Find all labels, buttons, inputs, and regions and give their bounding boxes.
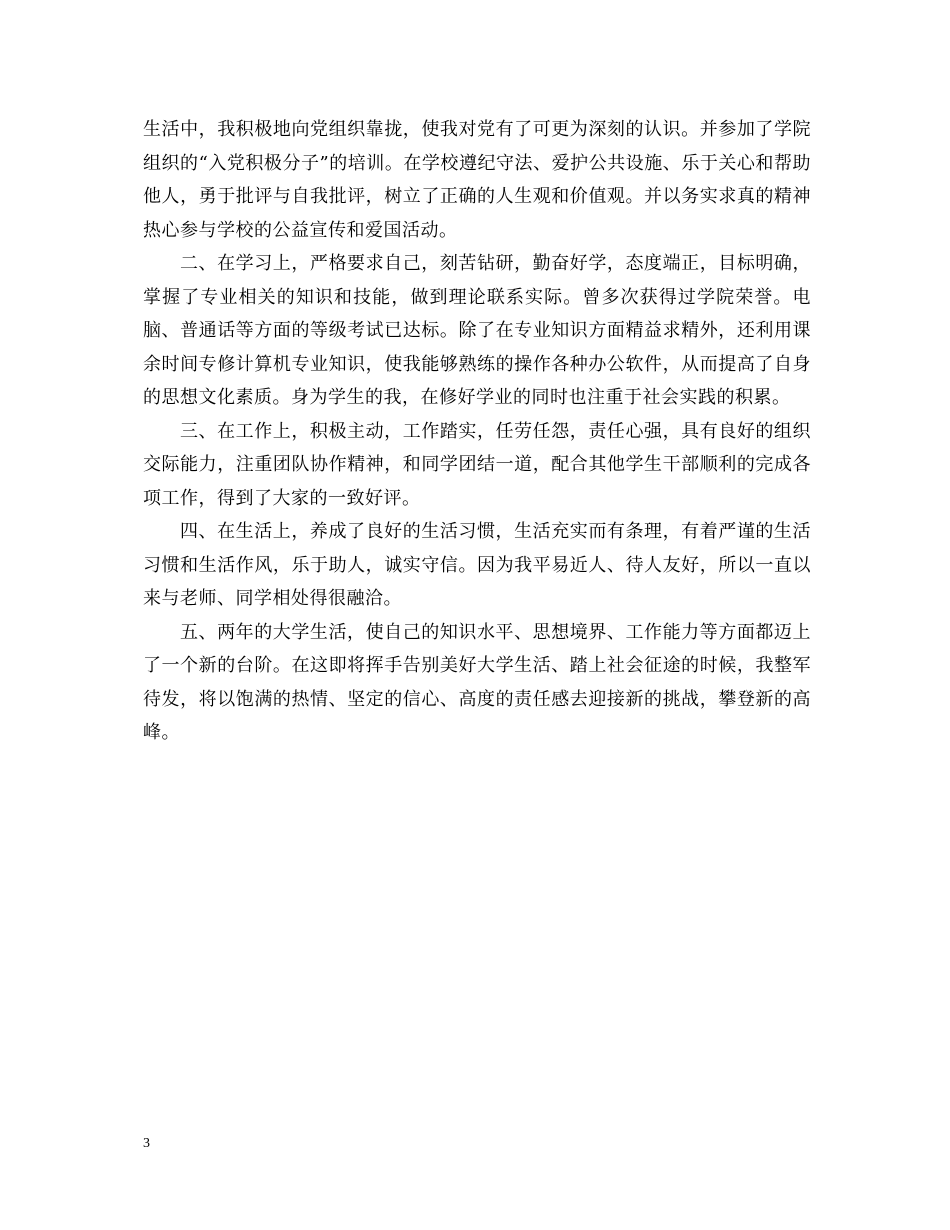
- paragraph-continuation: 生活中，我积极地向党组织靠拢，使我对党有了可更为深刻的认识。并参加了学院组织的“入党积极分子”的培训。在学校遵纪守法、爱护公共设施、乐于关心和帮助他人，勇于批评与自我批评，树立了正确的人生观和价值观。并以务实求真的精神热心参与学校的公益宣传和爱国活动。: [143, 119, 811, 241]
- paragraph-work: 三、在工作上，积极主动，工作踏实，任劳任怨，责任心强，具有良好的组织交际能力，注重团队协作精神，和同学团结一道，配合其他学生干部顺利的完成各项工作，得到了大家的一致好评。: [143, 420, 811, 509]
- paragraph-summary: 五、两年的大学生活，使自己的知识水平、思想境界、工作能力等方面都迈上了一个新的台阶。在这即将挥手告别美好大学生活、踏上社会征途的时候，我整军待发，将以饱满的热情、坚定的信心、高度的责任感去迎接新的挑战，攀登新的高峰。: [143, 621, 811, 743]
- page-number: 3: [143, 1136, 150, 1151]
- paragraph-study: 二、在学习上，严格要求自己，刻苦钻研，勤奋好学，态度端正，目标明确，掌握了专业相关的知识和技能，做到理论联系实际。曾多次获得过学院荣誉。电脑、普通话等方面的等级考试已达标。除了在专业知识方面精益求精外，还利用课余时间专修计算机专业知识，使我能够熟练的操作各种办公软件，从而提高了自身的思想文化素质。身为学生的我，在修好学业的同时也注重于社会实践的积累。: [143, 253, 811, 408]
- paragraph-life: 四、在生活上，养成了良好的生活习惯，生活充实而有条理，有着严谨的生活习惯和生活作风，乐于助人，诚实守信。因为我平易近人、待人友好，所以一直以来与老师、同学相处得很融洽。: [143, 521, 811, 609]
- document-body: [143, 113, 811, 750]
